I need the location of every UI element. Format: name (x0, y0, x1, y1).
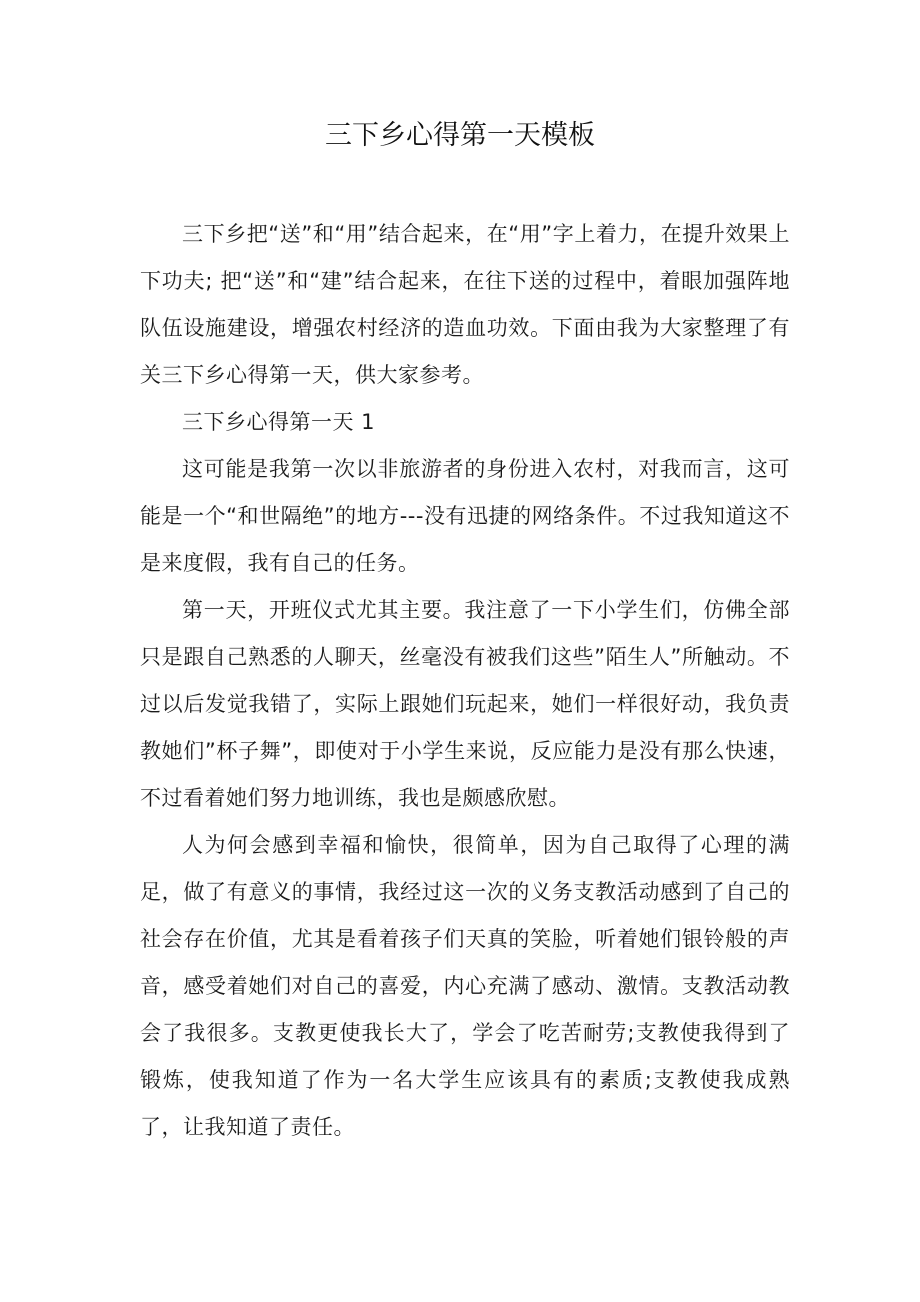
document-body (140, 211, 790, 1151)
section-heading: 三下乡心得第一天 1 (182, 410, 376, 434)
document-title: 三下乡心得第一天模板 (325, 120, 595, 151)
body-paragraph-3: 人为何会感到幸福和愉快，很简单，因为自己取得了心理的满足，做了有意义的事情，我经过这一次的义务支教活动感到了自己的社会存在价值，尤其是看着孩子们天真的笑脸，听着她们银铃般的声音，感受着她们对自己的喜爱，内心充满了感动、激情。支教活动教会了我很多。支教更使我长大了，学会了吃苦耐劳;支教使我得到了锻炼，使我知道了作为一名大学生应该具有的素质;支教使我成熟了，让我知道了责任。 (140, 833, 790, 1139)
body-paragraph-1: 这可能是我第一次以非旅游者的身份进入农村，对我而言，这可能是一个“和世隔绝”的地方---没有迅捷的网络条件。不过我知道这不是来度假，我有自己的任务。 (140, 457, 790, 575)
intro-paragraph: 三下乡把“送”和“用”结合起来，在“用”字上着力，在提升效果上下功夫; 把“送”和“建”结合起来，在往下送的过程中，着眼加强阵地队伍设施建设，增强农村经济的造血功效。下面由我为大家整理了有关三下乡心得第一天，供大家参考。 (140, 222, 790, 387)
body-paragraph-2: 第一天，开班仪式尤其主要。我注意了一下小学生们，仿佛全部只是跟自己熟悉的人聊天，丝毫没有被我们这些”陌生人”所触动。不过以后发觉我错了，实际上跟她们玩起来，她们一样很好动，我负责教她们”杯子舞”，即使对于小学生来说，反应能力是没有那么快速，不过看着她们努力地训练，我也是颇感欣慰。 (140, 598, 790, 810)
